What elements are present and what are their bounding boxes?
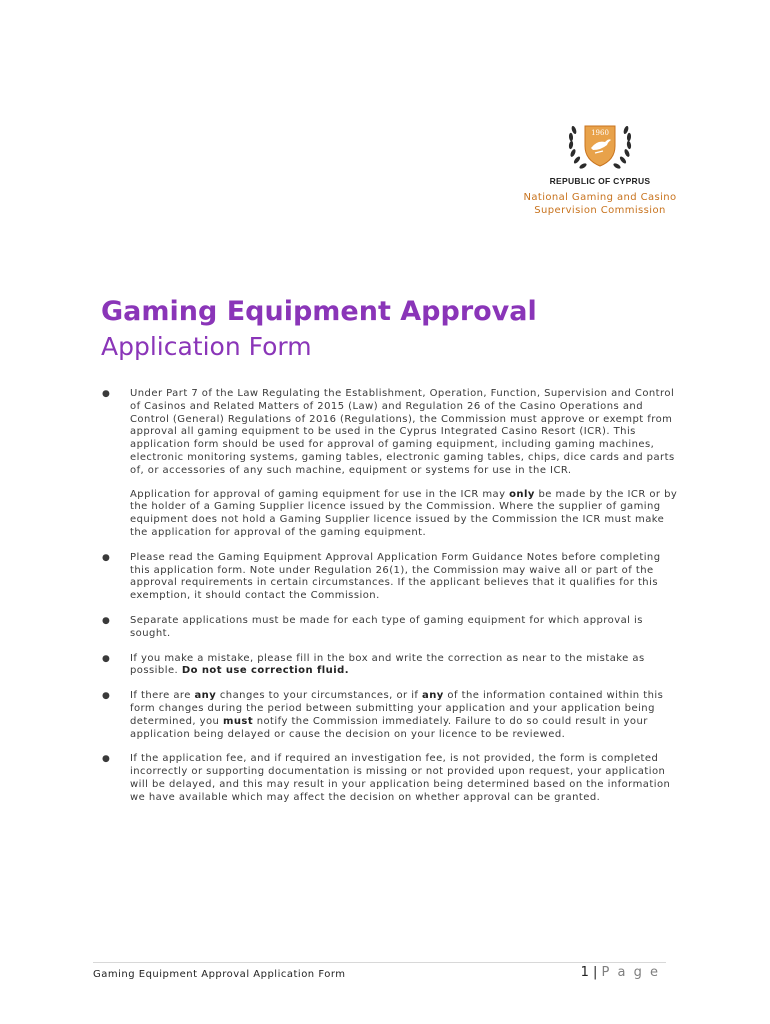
country-name: REPUBLIC OF CYPRUS	[549, 176, 651, 186]
page-footer	[93, 962, 666, 983]
list-item	[101, 615, 681, 641]
emphasis: Do not use correction fluid.	[181, 665, 349, 677]
list-item	[101, 690, 681, 741]
document-title: Gaming Equipment Approval	[101, 296, 537, 327]
bullet-icon: ●	[102, 653, 111, 664]
paragraph: Separate applications must be made for each type of gaming equipment for which approval is sought.	[130, 614, 643, 639]
paragraph: Application for approval of gaming equipment for use in the ICR may only be made by the ICR or by the holder of a Gaming Supplier licence issued by the Commission. Where the supplier of gaming equipment does not hold a Gaming Supplier licence issued by the Commission the ICR must make the application for approval of the gaming equipment.	[130, 488, 678, 538]
svg-text:1960: 1960	[591, 129, 609, 137]
footer-document-name: Gaming Equipment Approval Application Form	[93, 969, 346, 980]
letterhead	[500, 120, 700, 217]
paragraph: Please read the Gaming Equipment Approval Application Form Guidance Notes before completing this application form. Note under Regulation 26(1), the Commission may waive all or part of the approval requirements in certain circumstances. If the applicant believes that it qualifies for this exemption, it should contact the Commission.	[130, 551, 661, 602]
list-item	[101, 653, 681, 679]
emphasis: only	[509, 488, 535, 500]
paragraph: If there are any changes to your circumstances, or if any of the information contained within this form changes during the period between submitting your application and your application being determined, you must notify the Commission immediately. Failure to do so could result in your application being delayed or cause the decision on your licence to be reviewed.	[130, 690, 664, 740]
bullet-icon: ●	[102, 754, 111, 765]
page-number: 1 | P a g e	[580, 965, 660, 980]
paragraph: Under Part 7 of the Law Regulating the Establishment, Operation, Function, Supervision and Control of Casinos and Related Matters of 2015 (Law) and Regulation 26 of the Casino Operations and Control (General) Regulations of 2016 (Regulations), the Commission must approve or exempt from approval all gaming equipment to be used in the Cyprus Integrated Casino Resort (ICR). This application form should be used for approval of gaming equipment, including gaming machines, electronic monitoring systems, gaming tables, electronic gaming tables, chips, dice cards and parts of, or accessories of any such machine, equipment or systems for use in the ICR.	[130, 388, 675, 476]
commission-name-line1: National Gaming and Casino	[523, 192, 677, 203]
list-item	[101, 753, 681, 804]
cyprus-coat-of-arms-icon	[565, 120, 635, 174]
bullet-icon: ●	[102, 552, 111, 563]
commission-name	[500, 191, 700, 217]
bullet-icon: ●	[102, 389, 111, 399]
commission-name-line2: Supervision Commission	[534, 205, 666, 216]
bullet-icon: ●	[102, 615, 111, 626]
emphasis: any	[422, 690, 444, 702]
list-item	[101, 552, 681, 603]
emphasis: any	[194, 690, 217, 702]
document-subtitle: Application Form	[101, 332, 312, 361]
bullet-icon: ●	[102, 691, 111, 702]
paragraph: If the application fee, and if required an investigation fee, is not provided, the form is completed incorrectly or supporting documentation is missing or not provided upon request, your application will be delayed, and this may result in your application being determined based on the information we have available which may affect the decision on whether approval can be granted.	[130, 753, 671, 803]
paragraph: If you make a mistake, please fill in the box and write the correction as near to the mistake as possible. Do not use correction fluid.	[130, 652, 645, 677]
emphasis: must	[222, 715, 254, 727]
list-item	[101, 388, 681, 540]
instructions-list	[101, 388, 681, 817]
